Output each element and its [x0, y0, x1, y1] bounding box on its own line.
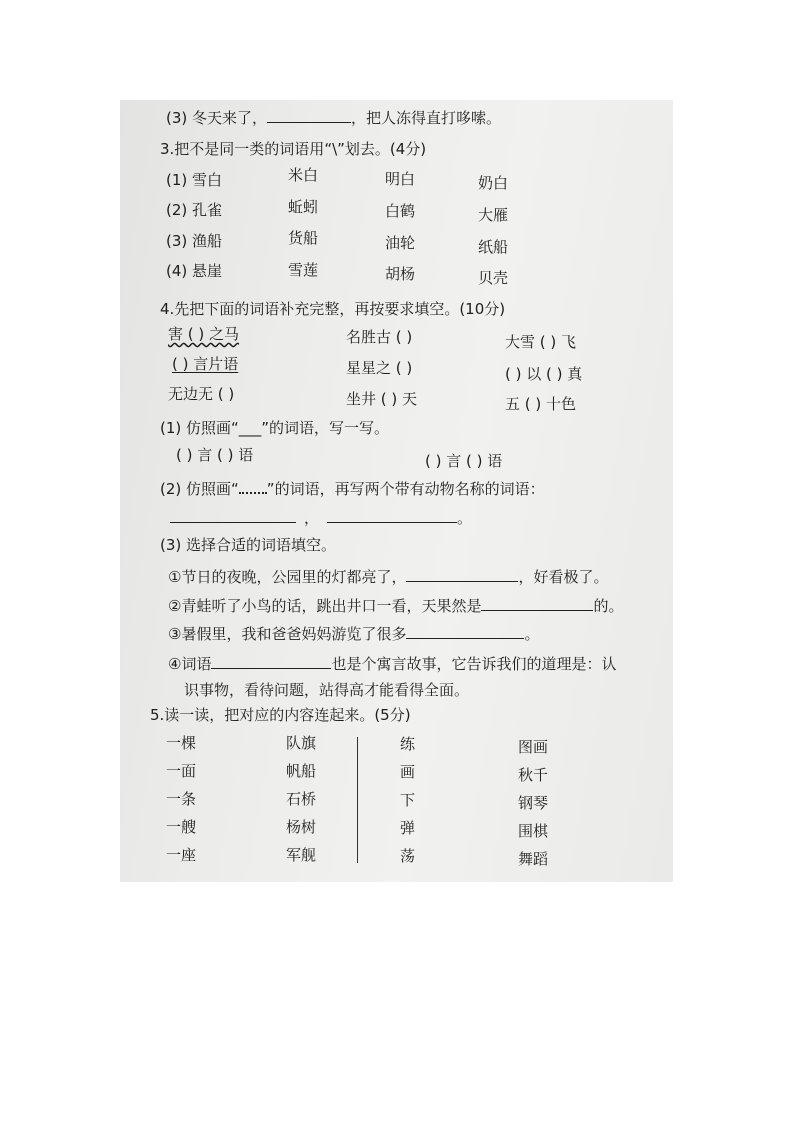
answer-blank[interactable] [211, 654, 331, 669]
q5-col1-item[interactable]: 一面 [166, 762, 197, 780]
q4-sub2-answers [170, 508, 472, 527]
q4-sub2 [160, 480, 545, 498]
sentence-text: ②青蛙听了小鸟的话，跳出井口一看，天果然是 [168, 597, 482, 615]
answer-blank[interactable] [406, 624, 524, 639]
q4-word: 大雪 ( ) 飞 [505, 333, 577, 351]
q5-col2-item[interactable]: 石桥 [286, 790, 317, 808]
q2-item-3 [166, 108, 501, 127]
q3-word: 大雁 [478, 206, 509, 224]
q3-word: 货船 [288, 229, 319, 247]
sentence-text: ①节日的夜晚，公园里的灯都亮了， [168, 568, 407, 586]
sentence-text: 也是个寓言故事，它告诉我们的道理是：认 [331, 655, 617, 673]
q5-col3-item[interactable]: 荡 [400, 847, 416, 865]
q3-word: 白鹤 [385, 202, 416, 220]
sentence-text: 的。 [593, 597, 624, 615]
q2-item-3-before: (3) 冬天来了， [166, 109, 268, 127]
q3-word: 贝壳 [478, 269, 509, 287]
q5-col3-item[interactable]: 练 [400, 735, 416, 753]
q3-word: 胡杨 [385, 265, 416, 283]
q4-word: 星星之 ( ) [346, 359, 413, 377]
sentence-text: ③暑假里，我和爸爸妈妈游览了很多 [168, 625, 407, 643]
q4-sub2-lead: (2) 仿照画“ [160, 480, 239, 498]
q4-sentence-1 [168, 567, 608, 586]
q4-sub1-answer[interactable]: ( ) 言 ( ) 语 [176, 446, 254, 464]
q5-col1-item[interactable]: 一艘 [166, 818, 197, 836]
q4-sub3: (3) 选择合适的词语填空。 [160, 536, 337, 554]
q3-word: (4) 悬崖 [166, 262, 223, 280]
q5-col3-item[interactable]: 画 [400, 763, 416, 781]
q4-sentence-4 [168, 654, 616, 673]
q4-word: ( ) 以 ( ) 真 [505, 365, 583, 383]
answer-blank[interactable] [406, 567, 518, 582]
q5-col1-item[interactable]: 一条 [166, 790, 197, 808]
q3-word: 蚯蚓 [288, 198, 319, 216]
q5-col2-item[interactable]: 队旗 [286, 734, 317, 752]
q4-sentence-4-cont: 识事物，看待问题，站得高才能看得全面。 [184, 681, 470, 699]
wavy-underline-sample [239, 482, 267, 494]
q3-word: 油轮 [385, 234, 416, 252]
q5-col4-item[interactable]: 围棋 [518, 822, 549, 840]
q5-col1-item[interactable]: 一座 [166, 846, 197, 864]
q4-word: 坐井 ( ) 天 [346, 390, 418, 408]
column-divider [357, 737, 358, 863]
q4-sub1-answer[interactable]: ( ) 言 ( ) 语 [425, 452, 503, 470]
q4-sentence-2 [168, 596, 623, 615]
answer-blank[interactable] [481, 596, 593, 611]
q3-word: 明白 [385, 170, 416, 188]
q4-sub2-comma: ， [304, 509, 320, 527]
q5-col3-item[interactable]: 弹 [400, 819, 416, 837]
q5-col4-item[interactable]: 舞蹈 [518, 850, 549, 868]
q5-title: 5.读一读，把对应的内容连起来。(5分) [150, 706, 411, 724]
q3-word: 米白 [288, 166, 319, 184]
sentence-text: 。 [524, 625, 540, 643]
q5-col2-item[interactable]: 杨树 [286, 818, 317, 836]
q4-word: 五 ( ) 十色 [505, 395, 577, 413]
q5-col4-item[interactable]: 图画 [518, 738, 549, 756]
q5-col4-item[interactable]: 钢琴 [518, 794, 549, 812]
q5-col2-item[interactable]: 帆船 [286, 762, 317, 780]
sentence-text: ④词语 [168, 655, 212, 673]
q5-col1-item[interactable]: 一棵 [166, 734, 197, 752]
q3-word: (3) 渔船 [166, 232, 223, 250]
q5-col3-item[interactable]: 下 [400, 791, 416, 809]
worksheet-photo [120, 100, 673, 882]
q4-sub2-tail: ”的词语，再写两个带有动物名称的词语： [266, 480, 545, 498]
q4-sub1: (1) 仿照画“___”的词语，写一写。 [160, 419, 390, 437]
q3-word: (2) 孔雀 [166, 201, 223, 219]
q4-sentence-3 [168, 624, 539, 643]
q3-word: 纸船 [478, 238, 509, 256]
q5-col4-item[interactable]: 秋千 [518, 766, 549, 784]
q4-word: 无边无 ( ) [168, 385, 235, 403]
answer-blank[interactable] [170, 508, 296, 523]
q4-word-underlined: ( ) 言片语 [172, 355, 239, 373]
answer-blank[interactable] [267, 108, 351, 123]
q3-word: 雪莲 [288, 261, 319, 279]
q3-word: 奶白 [478, 174, 509, 192]
q3-word: (1) 雪白 [166, 171, 223, 189]
sentence-text: ，好看极了。 [518, 568, 609, 586]
q4-sub2-end: 。 [457, 509, 473, 527]
q4-word: 名胜古 ( ) [346, 328, 413, 346]
answer-blank[interactable] [327, 508, 457, 523]
q3-title: 3.把不是同一类的词语用“\”划去。(4分) [160, 140, 427, 158]
q5-col2-item[interactable]: 军舰 [286, 846, 317, 864]
q4-word-wavy: 害 ( ) 之马 [168, 325, 240, 343]
q2-item-3-after: ，把人冻得直打哆嗦。 [351, 109, 502, 127]
q4-title: 4.先把下面的词语补充完整，再按要求填空。(10分) [160, 300, 506, 318]
